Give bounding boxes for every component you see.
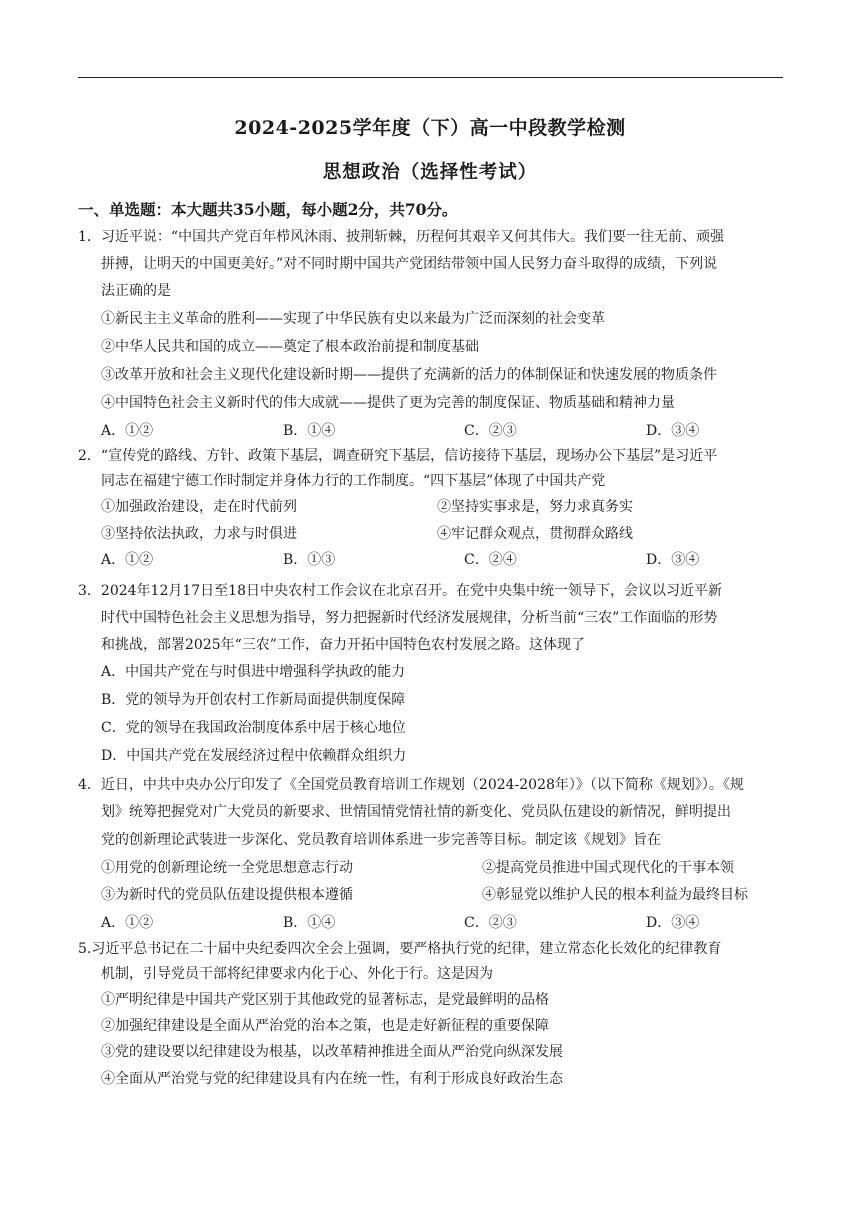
question-1-line: 法正确的是: [101, 283, 171, 299]
question-4-line: 4．近日，中共中央办公厅印发了《全国党员教育培训工作规划（2024-2028年）》（以下简称《规划》）。《规: [78, 777, 744, 793]
exam-subtitle: 思想政治（选择性考试）: [322, 162, 538, 183]
question-4-line: 划》统筹把握党对广大党员的新要求、世情国情党情社情的新变化、党员队伍建设的新情况，鲜明提出: [101, 804, 731, 820]
question-4-statement: ①用党的创新理论统一全党思想意志行动: [101, 860, 353, 876]
question-2-line: 2．“宣传党的路线、方针、政策下基层，调查研究下基层，信访接待下基层，现场办公下基层”是习近平: [78, 448, 718, 464]
question-1-line: 拼搏，让明天的中国更美好。”对不同时期中国共产党团结带领中国人民努力奋斗取得的成绩，下列说: [101, 256, 718, 272]
question-3-option-c[interactable]: C．党的领导在我国政治制度体系中居于核心地位: [101, 720, 406, 736]
question-2-option-b[interactable]: B．①③: [283, 552, 336, 568]
question-3-option-d[interactable]: D．中国共产党在发展经济过程中依赖群众组织力: [101, 748, 407, 764]
question-1-statement: ②中华人民共和国的成立——奠定了根本政治前提和制度基础: [101, 339, 479, 355]
question-3-option-b[interactable]: B．党的领导为开创农村工作新局面提供制度保障: [101, 692, 406, 708]
question-4-option-a[interactable]: A．①②: [101, 915, 154, 931]
header-rule: [78, 77, 783, 78]
question-3-line: 3．2024年12月17日至18日中央农村工作会议在北京召开。在党中央集中统一领导下，会议以习近平新: [78, 583, 722, 599]
question-5-statement: ①严明纪律是中国共产党区别于其他政党的显著标志，是党最鲜明的品格: [101, 992, 549, 1008]
question-5-line: 5.习近平总书记在二十届中央纪委四次全会上强调，要严格执行党的纪律，建立常态化长效化的纪律教育: [78, 941, 722, 957]
exam-title: 2024-2025学年度（下）高一中段教学检测: [234, 117, 626, 139]
question-3-line: 时代中国特色社会主义思想为指导，努力把握新时代经济发展规律，分析当前“三农”工作面临的形势: [101, 610, 718, 626]
question-4-line: 党的创新理论武装进一步深化、党员教育培训体系进一步完善等目标。制定该《规划》旨在: [101, 832, 661, 848]
question-2-line: 同志在福建宁德工作时制定并身体力行的工作制度。“四下基层”体现了中国共产党: [101, 473, 606, 489]
question-1-statement: ④中国特色社会主义新时代的伟大成就——提供了更为完善的制度保证、物质基础和精神力量: [101, 395, 675, 411]
section-heading: 一、单选题：本大题共35小题，每小题2分，共70分。: [78, 200, 458, 219]
question-4-statement: ③为新时代的党员队伍建设提供根本遵循: [101, 887, 353, 903]
question-3-line: 和挑战，部署2025年“三农”工作，奋力开拓中国特色农村发展之路。这体现了: [101, 637, 585, 653]
question-5-statement: ④全面从严治党与党的纪律建设具有内在统一性，有利于形成良好政治生态: [101, 1071, 563, 1087]
question-2-option-d[interactable]: D．③④: [646, 552, 700, 568]
question-1-statement: ①新民主主义革命的胜利——实现了中华民族有史以来最为广泛而深刻的社会变革: [101, 311, 605, 327]
question-2-statement: ③坚持依法执政，力求与时俱进: [101, 526, 297, 542]
question-1-option-c[interactable]: C．②③: [464, 423, 517, 439]
question-4-statement: ②提高党员推进中国式现代化的干事本领: [482, 860, 734, 876]
question-5-line: 机制，引导党员干部将纪律要求内化于心、外化于行。这是因为: [101, 966, 493, 982]
question-2-statement: ④牢记群众观点，贯彻群众路线: [437, 526, 633, 542]
question-1-option-b[interactable]: B．①④: [283, 423, 336, 439]
question-4-option-d[interactable]: D．③④: [646, 915, 700, 931]
question-1-line: 1．习近平说：“中国共产党百年栉风沐雨、披荆斩棘，历程何其艰辛又何其伟大。我们要一往无前、顽强: [78, 229, 725, 245]
question-1-option-a[interactable]: A．①②: [101, 423, 154, 439]
question-2-option-a[interactable]: A．①②: [101, 552, 154, 568]
question-5-statement: ②加强纪律建设是全面从严治党的治本之策，也是走好新征程的重要保障: [101, 1018, 549, 1034]
question-4-option-c[interactable]: C．②③: [464, 915, 517, 931]
question-4-option-b[interactable]: B．①④: [283, 915, 336, 931]
question-2-statement: ①加强政治建设，走在时代前列: [101, 499, 297, 515]
question-2-option-c[interactable]: C．②④: [464, 552, 517, 568]
question-5-statement: ③党的建设要以纪律建设为根基，以改革精神推进全面从严治党向纵深发展: [101, 1044, 563, 1060]
question-2-statement: ②坚持实事求是，努力求真务实: [437, 499, 633, 515]
question-1-option-d[interactable]: D．③④: [646, 423, 700, 439]
question-4-statement: ④彰显党以维护人民的根本利益为最终目标: [482, 887, 748, 903]
question-3-option-a[interactable]: A．中国共产党在与时俱进中增强科学执政的能力: [101, 664, 406, 680]
question-1-statement: ③改革开放和社会主义现代化建设新时期——提供了充满新的活力的体制保证和快速发展的物质条件: [101, 367, 717, 383]
